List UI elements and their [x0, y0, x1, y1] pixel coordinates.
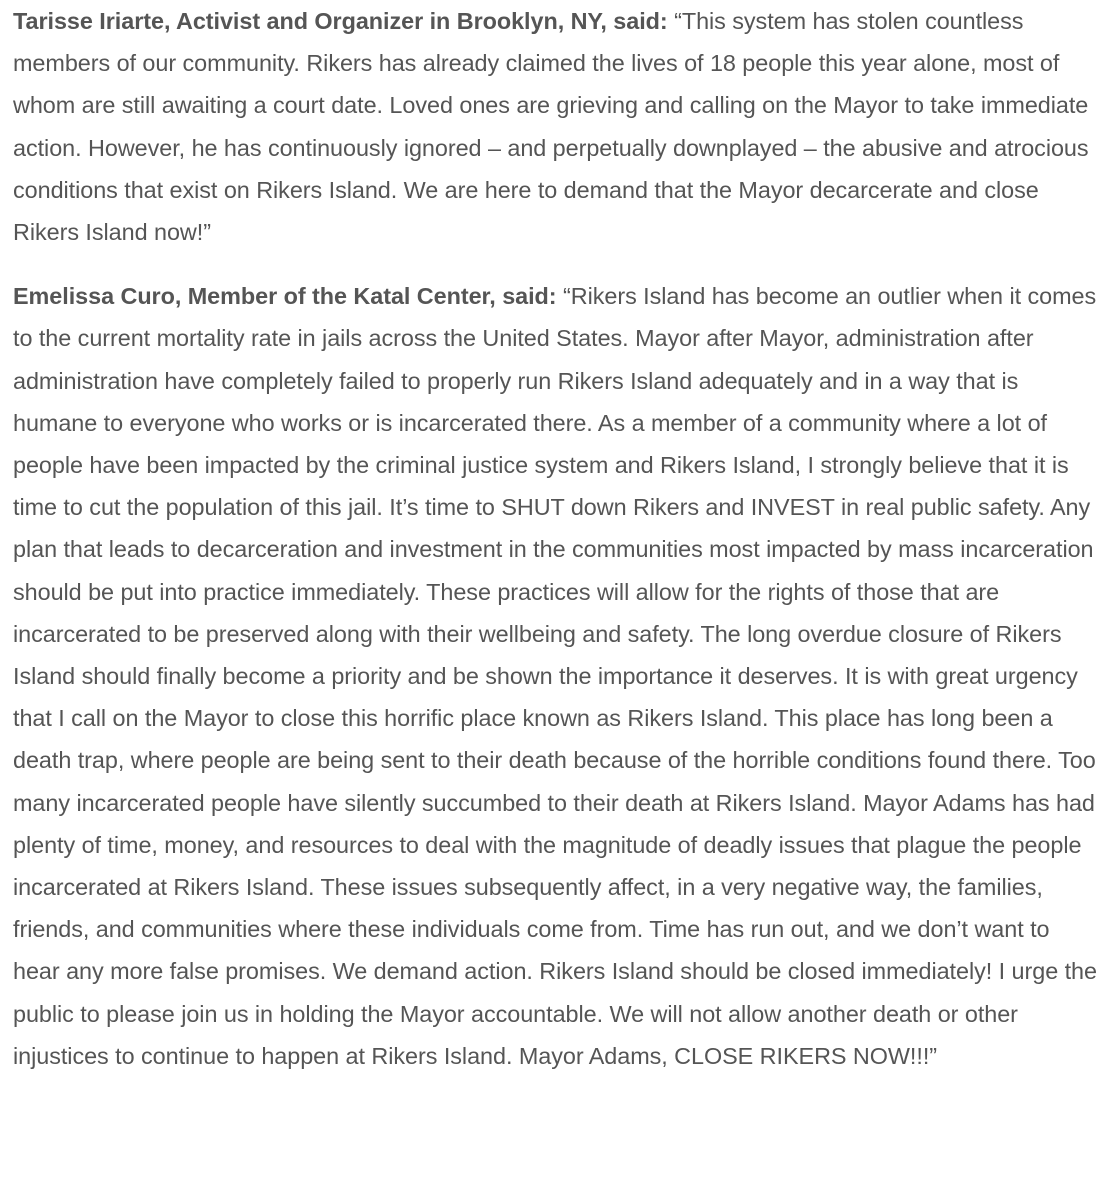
speaker-attribution-1: Tarisse Iriarte, Activist and Organizer in Brooklyn, NY, said: — [13, 8, 668, 34]
statement-quote-2: “Rikers Island has become an outlier when it comes to the current mortality rate in jails across the United States. Mayor after Mayor, administration after administration have completely failed to properly run Rikers Island adequately and in a way that is humane to everyone who works or is incarcerated there. As a member of a community where a lot of people have been impacted by the criminal justice system and Rikers Island, I strongly believe that it is time to cut the population of this jail. It’s time to SHUT down Rikers and INVEST in real public safety. Any plan that leads to decarceration and investment in the communities most impacted by mass incarceration should be put into practice immediately. These practices will allow for the rights of those that are incarcerated to be preserved along with their wellbeing and safety. The long overdue closure of Rikers Island should finally become a priority and be shown the importance it deserves. It is with great urgency that I call on the Mayor to close this horrific place known as Rikers Island. This place has long been a death trap, where people are being sent to their death because of the horrible conditions found there. Too many incarcerated people have silently succumbed to their death at Rikers Island. Mayor Adams has had plenty of time, money, and resources to deal with the magnitude of deadly issues that plague the people incarcerated at Rikers Island. These issues subsequently affect, in a very negative way, the families, friends, and communities where these individuals come from. Time has run out, and we don’t want to hear any more false promises. We demand action. Rikers Island should be closed immediately! I urge the public to please join us in holding the Mayor accountable. We will not allow another death or other injustices to continue to happen at Rikers Island. Mayor Adams, CLOSE RIKERS NOW!!!” — [13, 283, 1097, 1069]
statement-paragraph-2 — [13, 275, 1100, 1077]
statement-paragraph-1 — [13, 0, 1100, 253]
speaker-attribution-2: Emelissa Curo, Member of the Katal Center, said: — [13, 283, 557, 310]
statement-quote-1: “This system has stolen countless members of our community. Rikers has already claimed the lives of 18 people this year alone, most of whom are still awaiting a court date. Loved ones are grieving and calling on the Mayor to take immediate action. However, he has continuously ignored – and perpetually downplayed – the abusive and atrocious conditions that exist on Rikers Island. We are here to demand that the Mayor decarcerate and close Rikers Island now!” — [13, 8, 1089, 246]
